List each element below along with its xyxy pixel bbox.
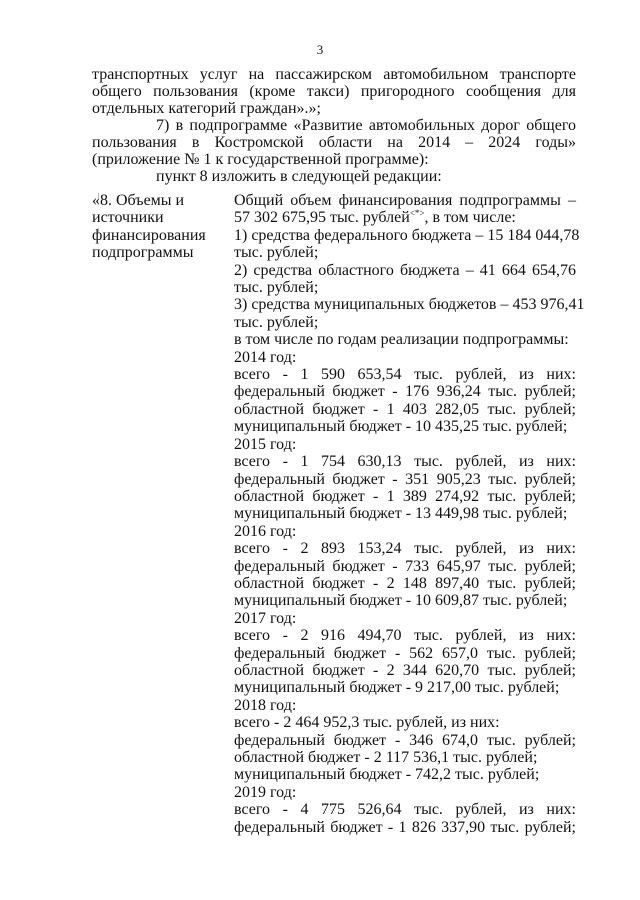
year-regional-line: областной бюджет - 2 117 536,1 тыс. рублей; bbox=[234, 749, 538, 766]
year-regional-line: областной бюджет - 2 344 620,70 тыс. рублей; bbox=[234, 661, 576, 679]
year-total-line: всего - 2 893 153,24 тыс. рублей, из них: bbox=[234, 540, 576, 558]
year-heading: 2016 год: bbox=[234, 522, 297, 540]
year-federal-line: федеральный бюджет - 346 674,0 тыс. рублей; bbox=[234, 731, 576, 749]
intro-text bbox=[92, 66, 576, 185]
year-municipal-line: муниципальный бюджет - 9 217,00 тыс. рублей; bbox=[234, 679, 560, 697]
year-federal-line: федеральный бюджет - 1 826 337,90 тыс. рублей; bbox=[234, 818, 576, 836]
year-municipal-line: муниципальный бюджет - 742,2 тыс. рублей; bbox=[234, 766, 540, 784]
total-amount-text: 57 302 675,95 тыс. рублей bbox=[234, 209, 410, 227]
year-total-line: всего - 2 464 952,3 тыс. рублей, из них: bbox=[234, 714, 500, 732]
funding-details-cell bbox=[234, 192, 585, 836]
section-heading-line: подпрограммы bbox=[92, 244, 194, 262]
year-total-line: всего - 1 754 630,13 тыс. рублей, из них: bbox=[234, 453, 576, 471]
page-number: 3 bbox=[316, 42, 324, 57]
regional-source-line: 2) средства областного бюджета – 41 664 654,76 bbox=[234, 261, 576, 279]
intro-paragraph-2: 7) в подпрограмме «Развитие автомобильных дорог общего пользования в Костромской области на 2014 – 2024 годы» (приложение № 1 к государственной программе): bbox=[92, 117, 576, 168]
year-municipal-line: муниципальный бюджет - 10 609,87 тыс. рублей; bbox=[234, 592, 568, 610]
federal-source-line: 1) средства федерального бюджета – 15 184 044,78 bbox=[234, 226, 580, 244]
year-municipal-line: муниципальный бюджет - 10 435,25 тыс. рублей; bbox=[234, 418, 568, 436]
year-municipal-line: муниципальный бюджет - 13 449,98 тыс. рублей; bbox=[234, 505, 568, 523]
year-federal-line: федеральный бюджет - 351 905,23 тыс. рублей; bbox=[234, 470, 576, 488]
section-heading-line: «8. Объемы и bbox=[92, 192, 185, 209]
total-funding-line: Общий объем финансирования подпрограммы – bbox=[234, 192, 576, 209]
year-heading: 2015 год: bbox=[234, 435, 297, 453]
federal-source-unit: тыс. рублей; bbox=[234, 244, 319, 262]
footnote-marker: <*> bbox=[409, 208, 425, 219]
intro-paragraph-3: пункт 8 изложить в следующей редакции: bbox=[156, 168, 442, 185]
year-federal-line: федеральный бюджет - 562 657,0 тыс. рублей; bbox=[234, 644, 576, 662]
section-heading-line: финансирования bbox=[92, 226, 206, 244]
municipal-source-line: 3) средства муниципальных бюджетов – 453 976,41 bbox=[234, 296, 585, 314]
year-total-line: всего - 4 775 526,64 тыс. рублей, из них: bbox=[234, 801, 576, 819]
year-federal-line: федеральный бюджет - 176 936,24 тыс. рублей; bbox=[234, 383, 576, 401]
year-federal-line: федеральный бюджет - 733 645,97 тыс. рублей; bbox=[234, 557, 576, 575]
by-years-heading: в том числе по годам реализации подпрограммы: bbox=[234, 331, 569, 349]
section-heading-cell bbox=[92, 192, 220, 836]
municipal-source-unit: тыс. рублей; bbox=[234, 313, 319, 331]
section-heading-line: источники bbox=[92, 209, 164, 227]
year-heading: 2014 год: bbox=[234, 348, 297, 366]
year-regional-line: областной бюджет - 1 389 274,92 тыс. рублей; bbox=[234, 487, 576, 505]
intro-paragraph-1: транспортных услуг на пассажирском автомобильном транспорте общего пользования (кроме такси) пригородного сообщения для отдельных категорий граждан».»; bbox=[92, 66, 576, 117]
year-heading: 2018 год: bbox=[234, 696, 297, 714]
year-regional-line: областной бюджет - 1 403 282,05 тыс. рублей; bbox=[234, 400, 576, 418]
year-regional-line: областной бюджет - 2 148 897,40 тыс. рублей; bbox=[234, 574, 576, 592]
year-heading: 2019 год: bbox=[234, 783, 297, 801]
total-tail-text: , в том числе: bbox=[424, 209, 516, 227]
funding-table-row bbox=[92, 192, 585, 836]
regional-source-unit: тыс. рублей; bbox=[234, 279, 319, 297]
year-total-line: всего - 2 916 494,70 тыс. рублей, из них: bbox=[234, 627, 576, 645]
year-total-line: всего - 1 590 653,54 тыс. рублей, из них: bbox=[234, 366, 576, 384]
year-heading: 2017 год: bbox=[234, 609, 297, 627]
total-funding-amount bbox=[234, 209, 576, 226]
